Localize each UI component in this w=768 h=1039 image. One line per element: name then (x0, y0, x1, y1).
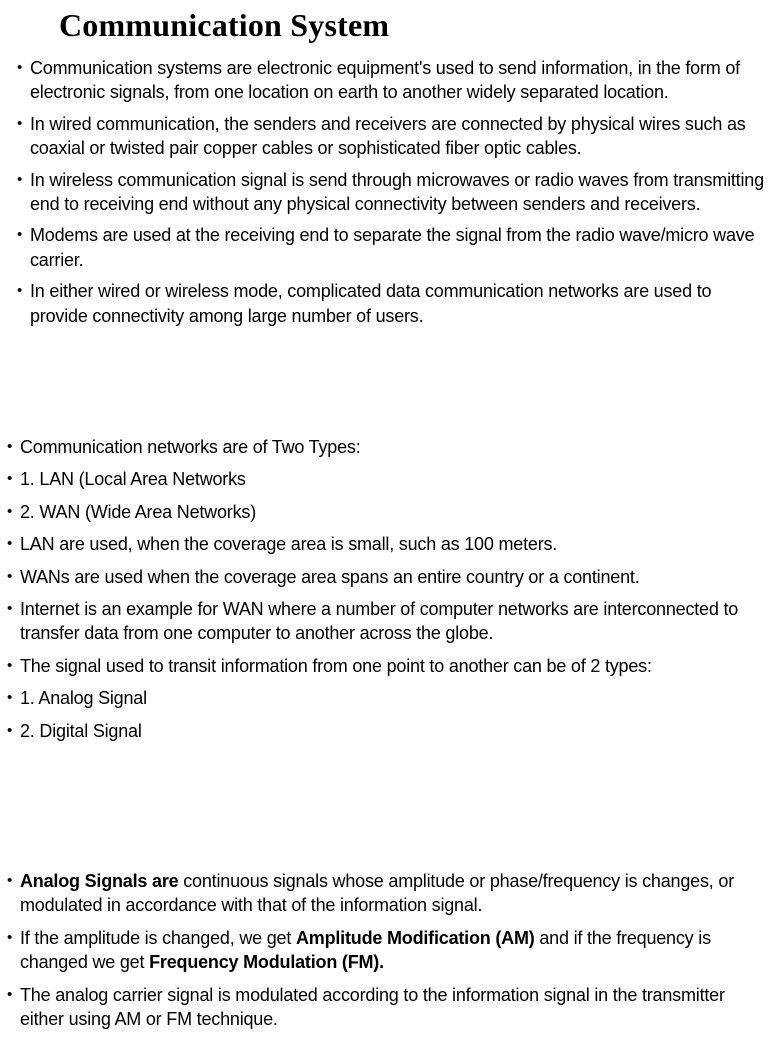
list-item: • In either wired or wireless mode, complicated data communication networks are used to provide connectivity among large number of users. (30, 279, 764, 328)
list-item: • Communication systems are electronic equipment's used to send information, in the form of electronic signals, from one location on earth to another widely separated location. (30, 56, 764, 105)
bold-term: Analog Signals are (20, 871, 179, 891)
bullet-list-analog-signals (20, 869, 760, 1039)
list-item: • Internet is an example for WAN where a number of computer networks are interconnected to transfer data from one computer to another across the globe. (20, 597, 760, 646)
item-text: continuous signals whose amplitude or phase/frequency is changes, or modulated in accordance with that of the information signal. (20, 871, 734, 916)
bold-term: Amplitude Modification (AM) (295, 927, 535, 948)
list-item: • Modems are used at the receiving end to separate the signal from the radio wave/micro wave carrier. (30, 223, 764, 272)
bullet-list-networks (20, 435, 760, 751)
item-text: If the amplitude is changed, we get (20, 927, 296, 948)
list-item: • In wireless communication signal is send through microwaves or radio waves from transmitting end to receiving end without any physical connectivity between senders and receivers. (30, 168, 764, 217)
item-text: and if the frequency is changed we get (20, 927, 711, 973)
list-item (20, 926, 760, 975)
list-item: • The signal used to transit information from one point to another can be of 2 types: (20, 654, 760, 678)
list-item: • Communication networks are of Two Types: (20, 435, 760, 459)
page-title: Communication System (59, 7, 390, 43)
list-item: • 1. Analog Signal (20, 686, 760, 710)
list-item: • 1. LAN (Local Area Networks (20, 467, 760, 491)
list-item: • 2. WAN (Wide Area Networks) (20, 500, 760, 524)
list-item (20, 983, 760, 1032)
list-item: • LAN are used, when the coverage area is small, such as 100 meters. (20, 532, 760, 556)
bold-term: Frequency Modulation (FM). (149, 952, 384, 973)
list-item: • 2. Digital Signal (20, 719, 760, 743)
list-item: • In wired communication, the senders and receivers are connected by physical wires such as coaxial or twisted pair copper cables or sophisticated fiber optic cables. (30, 112, 764, 161)
bullet-list-overview (30, 56, 764, 335)
list-item: • WANs are used when the coverage area spans an entire country or a continent. (20, 565, 760, 589)
list-item (20, 869, 760, 918)
item-text: The analog carrier signal is modulated according to the information signal in the transmitter either using AM or FM technique. (20, 984, 725, 1030)
